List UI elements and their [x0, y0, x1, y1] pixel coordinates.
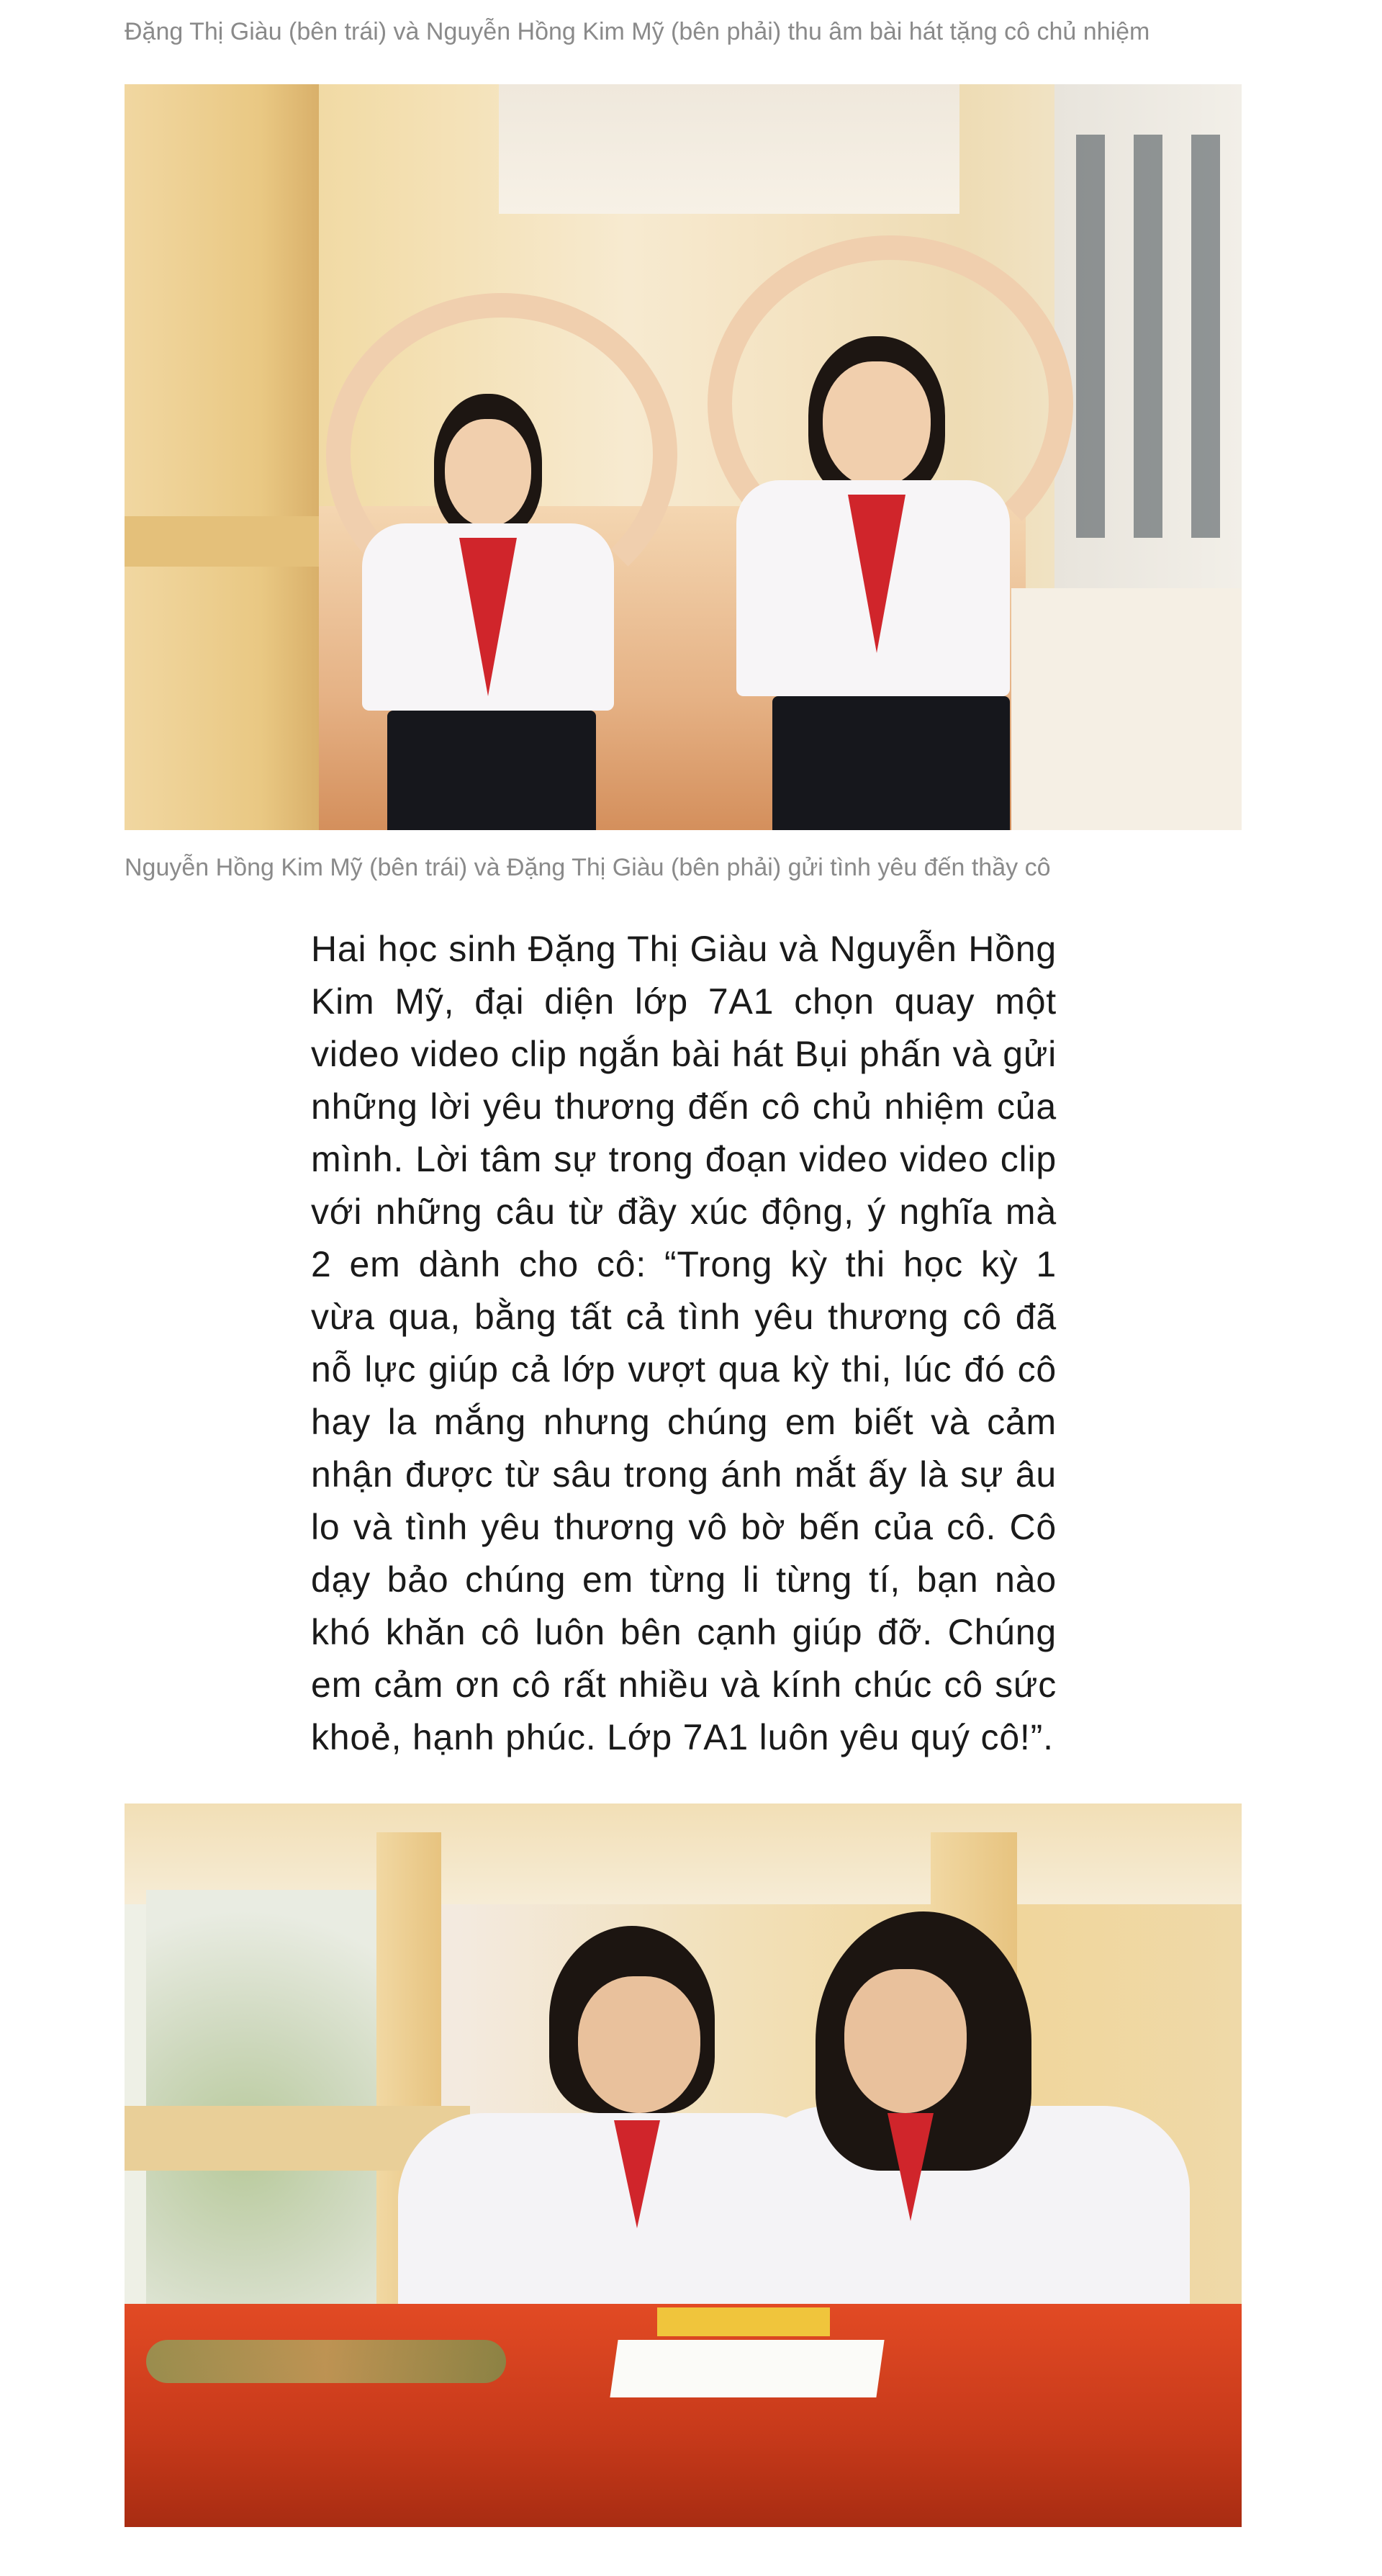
article-paragraph: Hai học sinh Đặng Thị Giàu và Nguyễn Hồng Kim Mỹ, đại diện lớp 7A1 chọn quay một video video clip ngắn bài hát Bụi phấn và gửi những lời yêu thương đến cô chủ nhiệm của mình. Lời tâm sự trong đoạn video video clip với những câu từ đầy xúc động, ý nghĩa mà 2 em dành cho cô: “Trong kỳ thi học kỳ 1 vừa qua, bằng tất cả tình yêu thương cô đã nỗ lực giúp cả lớp vượt qua kỳ thi, lúc đó cô hay la mắng nhưng chúng em biết và cảm nhận được từ sâu trong ánh mắt ấy là sự âu lo và tình yêu thương vô bờ bến của cô. Cô dạy bảo chúng em từng li từng tí, bạn nào khó khăn cô luôn bên cạnh giúp đỡ. Chúng em cảm ơn cô rất nhiều và kính chúc cô sức khoẻ, hạnh phúc. Lớp 7A1 luôn yêu quý cô!”. [311, 929, 1057, 1757]
photo-corridor-pillar [125, 84, 319, 830]
photo-student-right [693, 235, 1067, 830]
photo-paper-sheet [610, 2340, 884, 2397]
photo-leaves-on-table [146, 2340, 506, 2383]
photo-caption-1: Nguyễn Hồng Kim Mỹ (bên trái) và Đặng Thị Giàu (bên phải) gửi tình yêu đến thầy cô [125, 854, 1051, 881]
photo-students-at-desk [125, 1803, 1242, 2527]
photo-corridor-ceiling [499, 84, 959, 214]
photo-students-heart-pose [125, 84, 1242, 830]
photo-corridor-beam [125, 1803, 1242, 1904]
photo-corridor-windows [1054, 84, 1242, 588]
photo-yellow-book [657, 2307, 830, 2336]
photo-caption-top: Đặng Thị Giàu (bên trái) và Nguyễn Hồng Kim Mỹ (bên phải) thu âm bài hát tặng cô chủ nhiệm [125, 18, 1150, 45]
photo-student-left [312, 293, 672, 830]
photo-red-table [125, 2304, 1242, 2527]
